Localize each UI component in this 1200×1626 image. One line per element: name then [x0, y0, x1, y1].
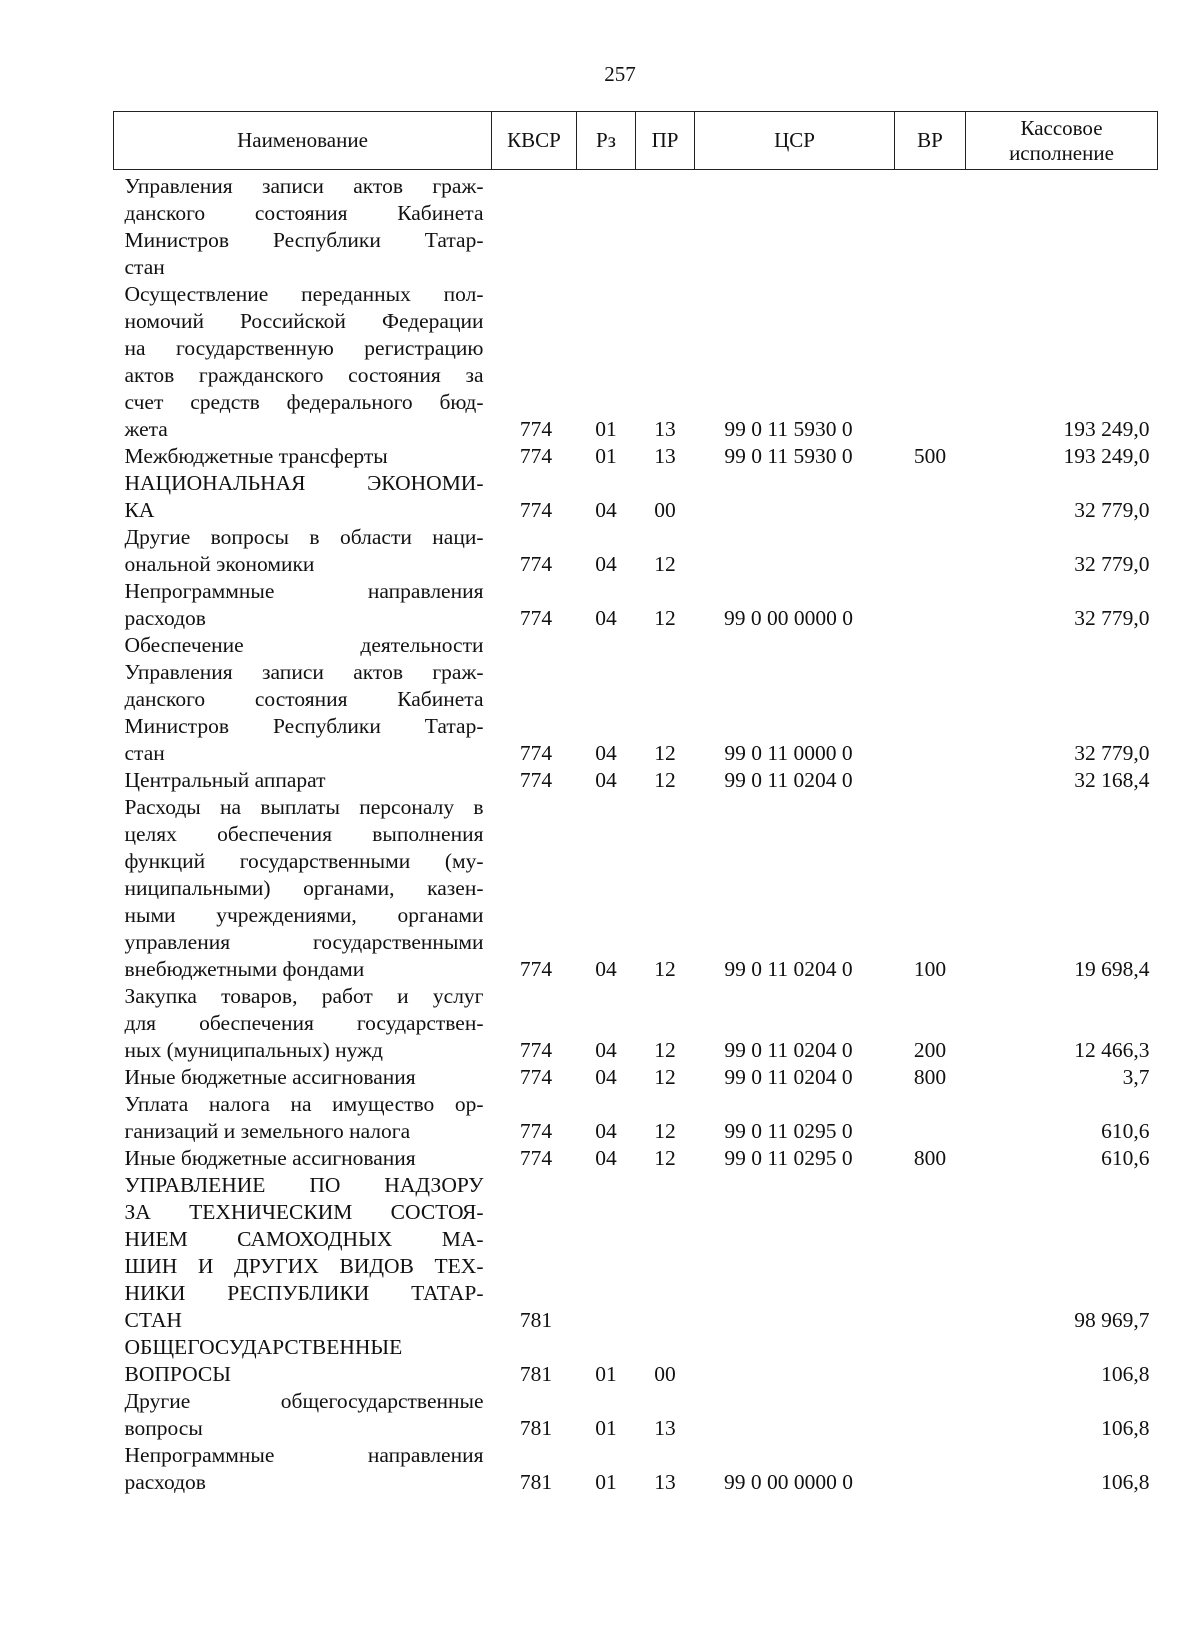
- row-rz: 04: [595, 1065, 617, 1089]
- row-pr: 00: [654, 498, 676, 522]
- row-name-line: Министров Республики Татар-: [124, 228, 484, 252]
- row-amount: 3,7: [1122, 1065, 1150, 1089]
- row-amount: 610,6: [1101, 1119, 1150, 1143]
- row-vr: [895, 1334, 966, 1388]
- row-name-line: Иные бюджетные ассигнования: [124, 1146, 416, 1170]
- budget-execution-table: [113, 111, 1158, 1496]
- row-name-line: Расходы на выплаты персоналу в: [124, 795, 484, 819]
- row-csr: 99 0 11 0204 0: [724, 1065, 853, 1089]
- row-name-line: Управления записи актов граж-: [124, 660, 484, 684]
- row-pr: 12: [654, 1065, 676, 1089]
- row-name-line: данского состояния Кабинета: [124, 687, 484, 711]
- row-pr: 12: [654, 552, 676, 576]
- row-rz: 04: [595, 957, 617, 981]
- row-kvsr: 781: [519, 1416, 553, 1440]
- row-csr: [695, 524, 895, 578]
- table-row: [114, 1172, 1158, 1334]
- row-vr: 500: [913, 444, 947, 468]
- row-name-line: ниципальными) органами, казен-: [124, 876, 484, 900]
- row-name-line: Уплата налога на имущество ор-: [124, 1092, 484, 1116]
- table-row: [114, 794, 1158, 983]
- row-kvsr: 774: [519, 741, 553, 765]
- row-rz: 04: [595, 1119, 617, 1143]
- row-csr: 99 0 11 0295 0: [724, 1146, 853, 1170]
- row-rz: 04: [595, 498, 617, 522]
- row-kvsr: 774: [519, 1119, 553, 1143]
- row-name: [114, 794, 492, 983]
- row-pr: 13: [654, 444, 676, 468]
- table-row: [114, 767, 1158, 794]
- row-pr: [636, 1172, 695, 1334]
- header-csr: ЦСР: [695, 112, 895, 170]
- row-csr: 99 0 11 0204 0: [724, 957, 853, 981]
- row-name: [114, 1145, 492, 1172]
- row-pr: 12: [654, 1038, 676, 1062]
- row-name-line: ональной экономики: [124, 552, 315, 576]
- row-pr: [636, 170, 695, 282]
- row-name: [114, 170, 492, 282]
- row-amount: 106,8: [1101, 1470, 1150, 1494]
- row-csr: 99 0 11 0295 0: [724, 1119, 853, 1143]
- row-name-line: УПРАВЛЕНИЕ ПО НАДЗОРУ: [124, 1173, 484, 1197]
- row-kvsr: 781: [519, 1362, 553, 1386]
- row-pr: 12: [654, 1119, 676, 1143]
- row-rz: 04: [595, 1146, 617, 1170]
- row-name-line: ЗА ТЕХНИЧЕСКИМ СОСТОЯ-: [124, 1200, 484, 1224]
- row-amount: 32 779,0: [1074, 741, 1150, 765]
- table-row: [114, 1091, 1158, 1145]
- header-amount: Кассовое исполнение: [966, 112, 1158, 170]
- row-amount: 32 779,0: [1074, 606, 1150, 630]
- row-kvsr: 774: [519, 498, 553, 522]
- row-kvsr: 774: [519, 768, 553, 792]
- row-name-line: жета: [124, 417, 168, 441]
- row-name-line: Обеспечение деятельности: [124, 633, 484, 657]
- row-name: [114, 632, 492, 767]
- row-csr: 99 0 00 0000 0: [724, 1470, 853, 1494]
- row-name-line: ВОПРОСЫ: [124, 1362, 231, 1386]
- row-kvsr: 774: [519, 957, 553, 981]
- row-rz: 01: [595, 1470, 617, 1494]
- row-name-line: стан: [124, 741, 165, 765]
- row-kvsr: 774: [519, 1065, 553, 1089]
- row-name-line: внебюджетными фондами: [124, 957, 365, 981]
- row-vr: [895, 1091, 966, 1145]
- table-body: [114, 170, 1158, 1497]
- table-header: [114, 112, 1158, 170]
- row-csr: [695, 1388, 895, 1442]
- row-pr: 00: [654, 1362, 676, 1386]
- row-rz: 01: [595, 444, 617, 468]
- row-kvsr: 781: [519, 1470, 553, 1494]
- row-name-line: Управления записи актов граж-: [124, 174, 484, 198]
- row-name-line: ганизаций и земельного налога: [124, 1119, 411, 1143]
- row-vr: [895, 1172, 966, 1334]
- row-name: [114, 524, 492, 578]
- row-vr: [895, 578, 966, 632]
- row-name-line: Закупка товаров, работ и услуг: [124, 984, 484, 1008]
- row-amount: 32 779,0: [1074, 498, 1150, 522]
- row-vr: 800: [913, 1065, 947, 1089]
- row-kvsr: 774: [519, 1038, 553, 1062]
- row-kvsr: 774: [519, 1146, 553, 1170]
- row-name-line: управления государственными: [124, 930, 484, 954]
- row-csr: 99 0 11 0000 0: [724, 741, 853, 765]
- header-kvsr: КВСР: [492, 112, 577, 170]
- table-row: [114, 1145, 1158, 1172]
- row-name: [114, 1064, 492, 1091]
- table-row: [114, 632, 1158, 767]
- row-pr: 12: [654, 606, 676, 630]
- row-name-line: Центральный аппарат: [124, 768, 326, 792]
- row-vr: 800: [913, 1146, 947, 1170]
- row-rz: 04: [595, 1038, 617, 1062]
- row-name-line: Непрограммные направления: [124, 579, 484, 603]
- row-name-line: НИЕМ САМОХОДНЫХ МА-: [124, 1227, 484, 1251]
- row-amount: 610,6: [1101, 1146, 1150, 1170]
- row-vr: 200: [913, 1038, 947, 1062]
- row-name-line: Другие вопросы в области наци-: [124, 525, 484, 549]
- row-name-line: Непрограммные направления: [124, 1443, 484, 1467]
- row-amount: [966, 170, 1158, 282]
- row-vr: [895, 1388, 966, 1442]
- row-pr: 13: [654, 1416, 676, 1440]
- row-name-line: расходов: [124, 1470, 206, 1494]
- row-amount: 19 698,4: [1074, 957, 1150, 981]
- row-csr: 99 0 00 0000 0: [724, 606, 853, 630]
- table-row: [114, 443, 1158, 470]
- table-row: [114, 983, 1158, 1064]
- table-row: [114, 578, 1158, 632]
- row-pr: 12: [654, 957, 676, 981]
- row-rz: [577, 1172, 636, 1334]
- row-vr: [895, 632, 966, 767]
- row-pr: 12: [654, 741, 676, 765]
- page-number: 257: [604, 62, 636, 86]
- row-name: [114, 1442, 492, 1496]
- row-name-line: ШИН И ДРУГИХ ВИДОВ ТЕХ-: [124, 1254, 484, 1278]
- row-pr: 12: [654, 1146, 676, 1170]
- row-pr: 13: [654, 417, 676, 441]
- row-name: [114, 443, 492, 470]
- row-name-line: стан: [124, 255, 165, 279]
- row-rz: 04: [595, 552, 617, 576]
- header-vr: ВР: [895, 112, 966, 170]
- row-name-line: на государственную регистрацию: [124, 336, 484, 360]
- table-row: [114, 1064, 1158, 1091]
- row-name-line: функций государственными (му-: [124, 849, 484, 873]
- row-name-line: ОБЩЕГОСУДАРСТВЕННЫЕ: [124, 1335, 403, 1359]
- header-pr: ПР: [636, 112, 695, 170]
- row-kvsr: 774: [519, 552, 553, 576]
- row-csr: 99 0 11 0204 0: [724, 1038, 853, 1062]
- row-pr: 12: [654, 768, 676, 792]
- row-rz: 04: [595, 741, 617, 765]
- row-name: [114, 767, 492, 794]
- row-rz: 01: [595, 417, 617, 441]
- row-name-line: Министров Республики Татар-: [124, 714, 484, 738]
- row-csr: [695, 170, 895, 282]
- row-name: [114, 470, 492, 524]
- row-name-line: актов гражданского состояния за: [124, 363, 484, 387]
- row-name-line: счет средств федерального бюд-: [124, 390, 484, 414]
- row-name-line: НИКИ РЕСПУБЛИКИ ТАТАР-: [124, 1281, 484, 1305]
- table-row: [114, 1442, 1158, 1496]
- table-row: [114, 1388, 1158, 1442]
- row-kvsr: 781: [519, 1308, 553, 1332]
- row-name-line: вопросы: [124, 1416, 203, 1440]
- row-name-line: Осуществление переданных пол-: [124, 282, 484, 306]
- row-name-line: ных (муниципальных) нужд: [124, 1038, 383, 1062]
- row-vr: [895, 170, 966, 282]
- row-name-line: Межбюджетные трансферты: [124, 444, 388, 468]
- row-name: [114, 983, 492, 1064]
- row-name-line: для обеспечения государствен-: [124, 1011, 484, 1035]
- header-name: Наименование: [114, 112, 492, 170]
- row-name-line: КА: [124, 498, 155, 522]
- row-name-line: номочий Российской Федерации: [124, 309, 484, 333]
- table-row: [114, 1334, 1158, 1388]
- row-name: [114, 1172, 492, 1334]
- row-rz: 01: [595, 1416, 617, 1440]
- row-name-line: целях обеспечения выполнения: [124, 822, 484, 846]
- row-amount: 32 168,4: [1074, 768, 1150, 792]
- row-amount: 32 779,0: [1074, 552, 1150, 576]
- row-csr: 99 0 11 5930 0: [724, 444, 853, 468]
- row-amount: 98 969,7: [1074, 1308, 1150, 1332]
- row-amount: 106,8: [1101, 1416, 1150, 1440]
- row-vr: [895, 767, 966, 794]
- row-name: [114, 1388, 492, 1442]
- row-amount: 12 466,3: [1074, 1038, 1150, 1062]
- row-vr: [895, 1442, 966, 1496]
- row-rz: 04: [595, 606, 617, 630]
- table-row: [114, 281, 1158, 443]
- row-name-line: НАЦИОНАЛЬНАЯ ЭКОНОМИ-: [124, 471, 484, 495]
- row-name: [114, 578, 492, 632]
- table-row: [114, 170, 1158, 282]
- row-kvsr: 774: [519, 606, 553, 630]
- row-name-line: данского состояния Кабинета: [124, 201, 484, 225]
- row-name-line: Другие общегосударственные: [124, 1389, 484, 1413]
- row-kvsr: 774: [519, 444, 553, 468]
- row-pr: 13: [654, 1470, 676, 1494]
- row-vr: [895, 524, 966, 578]
- row-csr: [695, 470, 895, 524]
- row-name-line: Иные бюджетные ассигнования: [124, 1065, 416, 1089]
- row-name: [114, 1091, 492, 1145]
- row-rz: 04: [595, 768, 617, 792]
- row-kvsr: [492, 170, 577, 282]
- row-vr: 100: [913, 957, 947, 981]
- row-csr: [695, 1334, 895, 1388]
- row-name: [114, 1334, 492, 1388]
- row-csr: 99 0 11 0204 0: [724, 768, 853, 792]
- row-name-line: расходов: [124, 606, 206, 630]
- row-vr: [895, 470, 966, 524]
- table-row: [114, 470, 1158, 524]
- row-amount: 106,8: [1101, 1362, 1150, 1386]
- row-csr: [695, 1172, 895, 1334]
- row-csr: 99 0 11 5930 0: [724, 417, 853, 441]
- row-name: [114, 281, 492, 443]
- table-row: [114, 524, 1158, 578]
- row-rz: 01: [595, 1362, 617, 1386]
- row-name-line: ными учреждениями, органами: [124, 903, 484, 927]
- row-amount: 193 249,0: [1063, 444, 1150, 468]
- row-kvsr: 774: [519, 417, 553, 441]
- row-rz: [577, 170, 636, 282]
- row-name-line: СТАН: [124, 1308, 182, 1332]
- row-vr: [895, 281, 966, 443]
- row-amount: 193 249,0: [1063, 417, 1150, 441]
- header-rz: Рз: [577, 112, 636, 170]
